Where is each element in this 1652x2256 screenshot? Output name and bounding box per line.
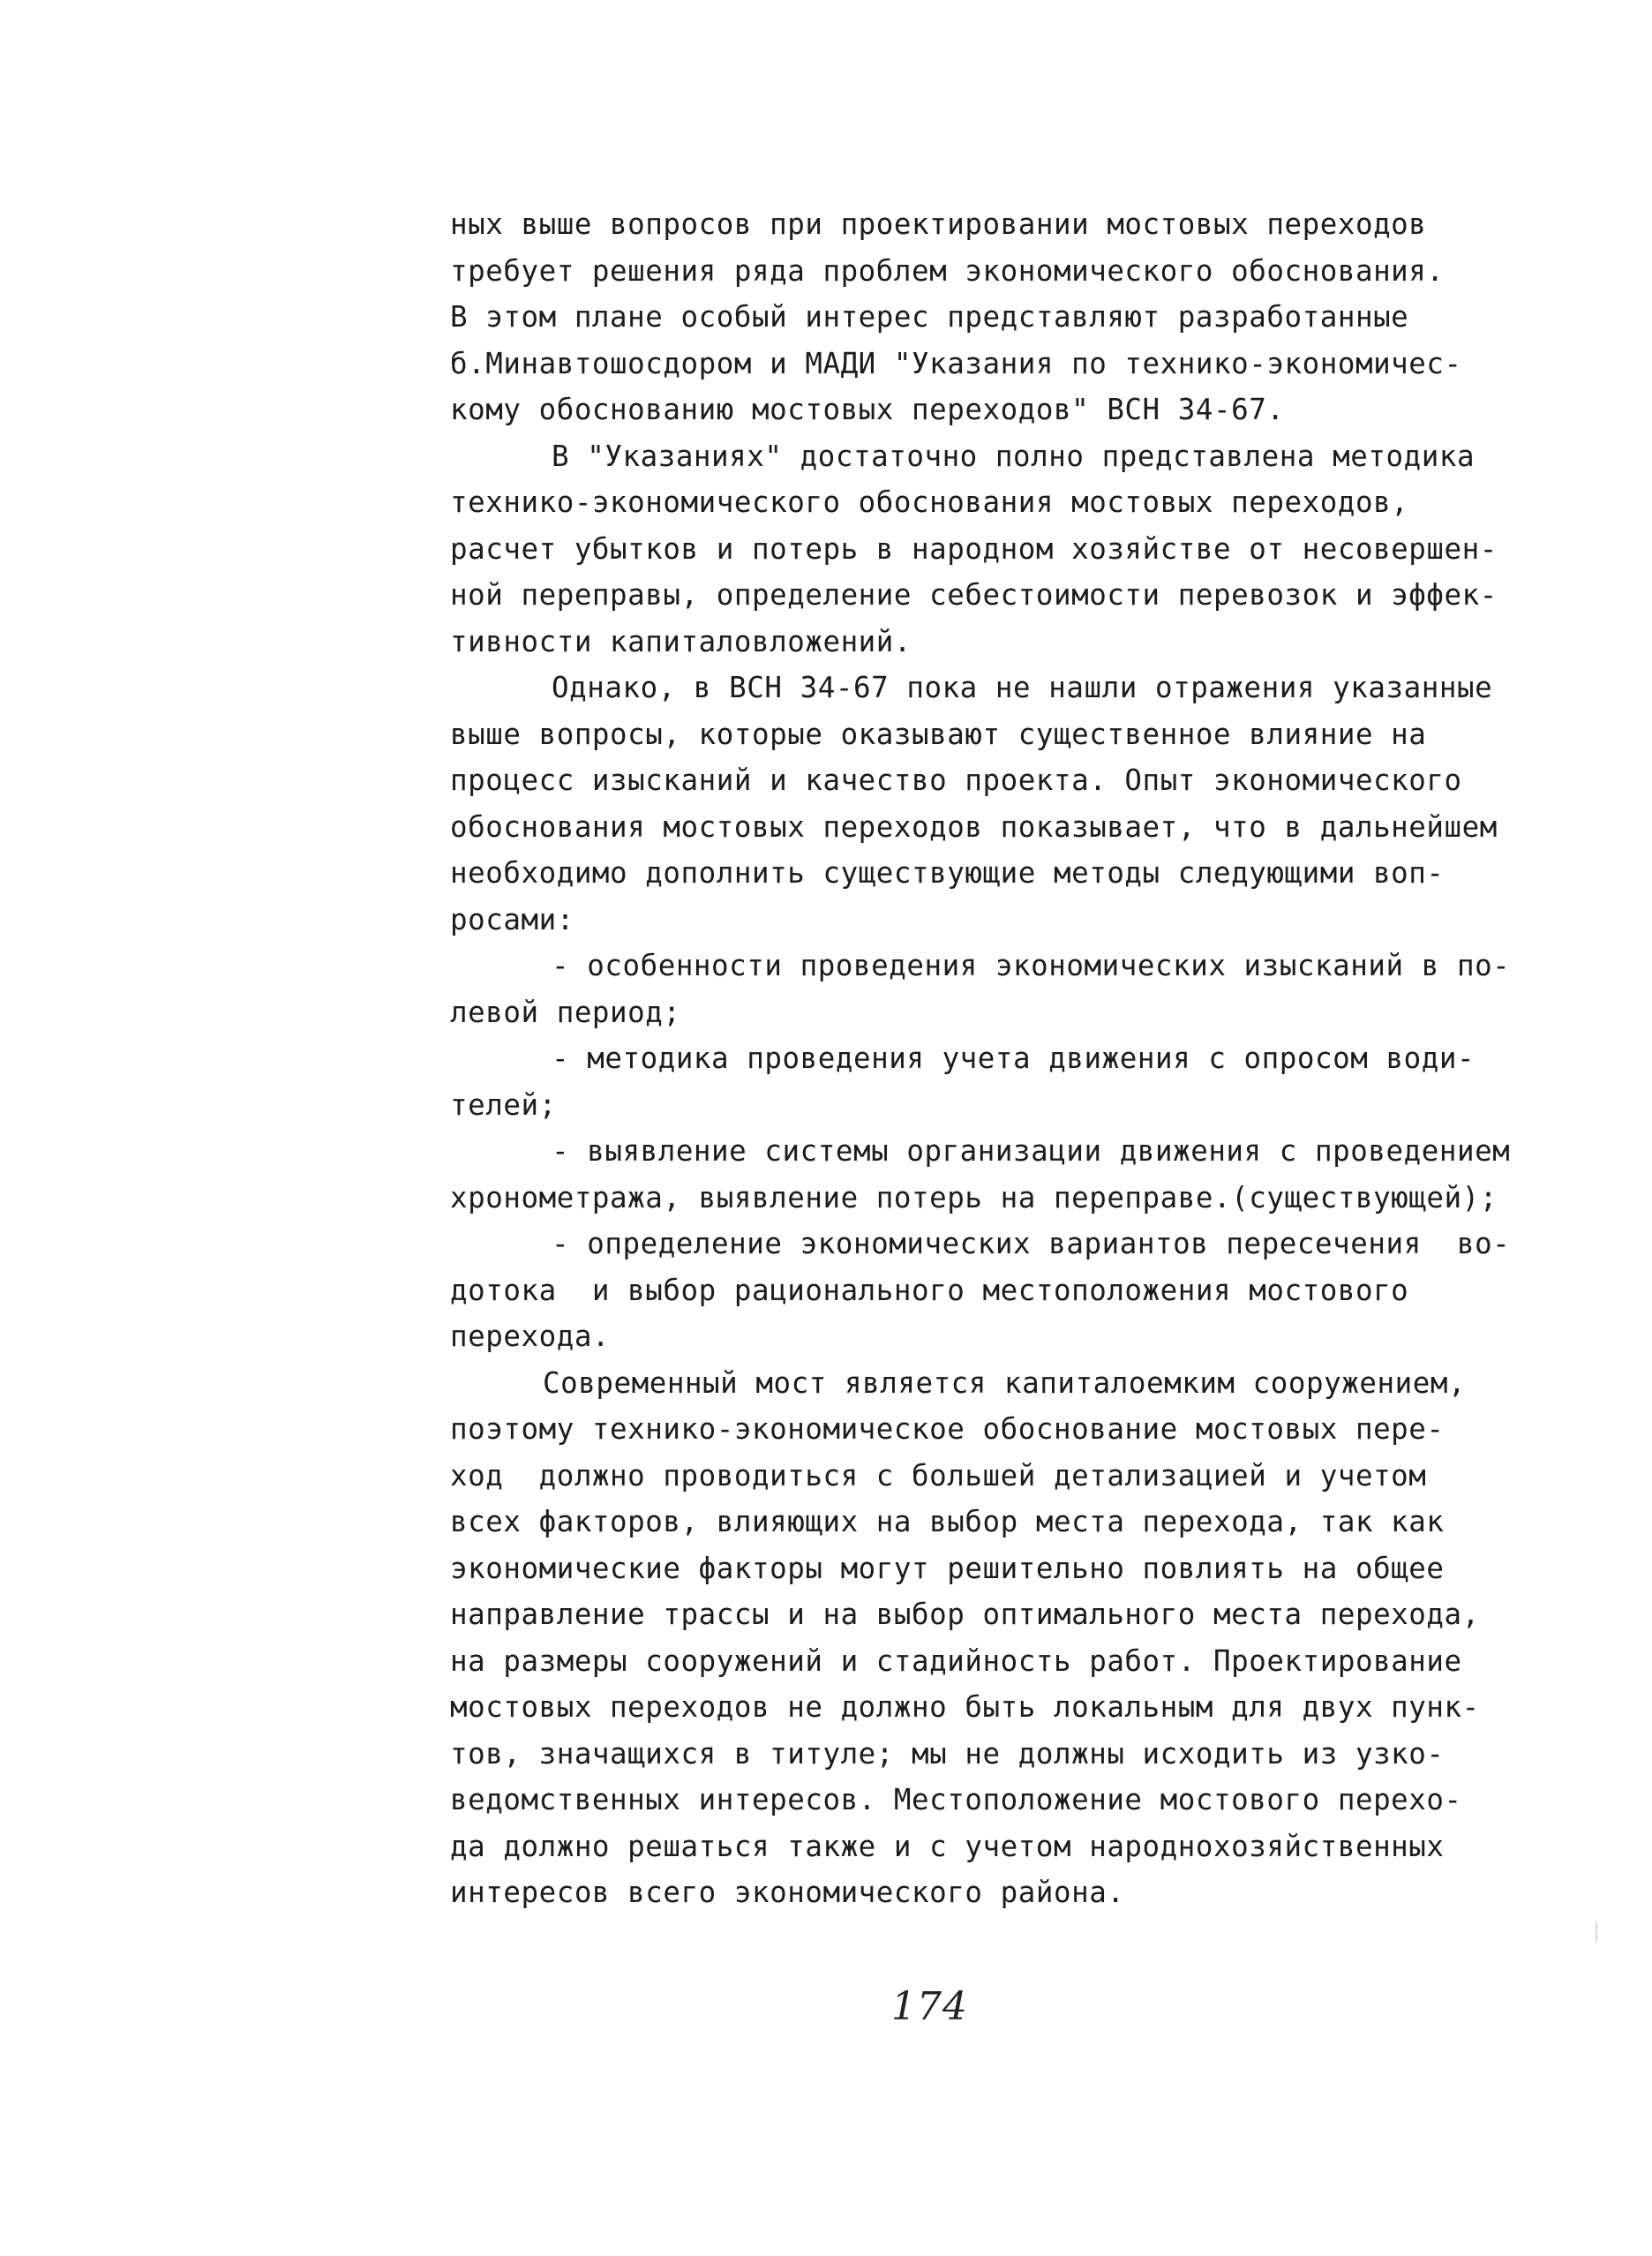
text-line: технико-экономического обоснования мостовых переходов,	[450, 485, 1409, 519]
list-item-line: - методика проведения учета движения с опросом води-	[552, 1042, 1476, 1075]
text-line: В "Указаниях" достаточно полно представлена методика	[552, 439, 1476, 473]
text-line: необходимо дополнить существующие методы следующими воп-	[450, 856, 1445, 890]
list-item-line: - особенности проведения экономических изысканий в по-	[552, 949, 1511, 982]
text-line: кому обоснованию мостовых переходов" ВСН 34-67.	[450, 393, 1285, 426]
text-line: интересов всего экономического района.	[450, 1876, 1125, 1909]
list-item-line: хронометража, выявление потерь на переправе.(существующей);	[450, 1180, 1498, 1214]
text-line: тивности капиталовложений.	[450, 624, 912, 658]
scan-edge-mark	[1596, 1922, 1597, 1942]
text-line: на размеры сооружений и стадийность работ. Проектирование	[450, 1643, 1462, 1678]
list-item-line: - выявление системы организации движения с проведением	[552, 1134, 1511, 1168]
list-item-line: перехода.	[450, 1320, 611, 1353]
page-number: 174	[891, 1984, 968, 2029]
text-line: мостовых переходов не должно быть локальным для двух пунк-	[450, 1690, 1480, 1724]
text-line: обоснования мостовых переходов показывает, что в дальнейшем	[450, 809, 1498, 844]
text-line: росами:	[450, 902, 574, 936]
text-line: тов, значащихся в титуле; мы не должны исходить из узко-	[450, 1736, 1445, 1771]
text-line: б.Минавтошосдором и МАДИ "Указания по технико-экономичес-	[450, 346, 1462, 380]
text-line: ведомственных интересов. Местоположение мостового перехо-	[450, 1783, 1462, 1816]
list-item-line: дотока и выбор рационального местоположения мостового	[450, 1273, 1409, 1307]
text-line: ход должно проводиться с большей детализацией и учетом	[450, 1458, 1427, 1493]
list-item-line: левой период;	[450, 995, 681, 1029]
text-line: поэтому технико-экономическое обоснование мостовых пере-	[450, 1412, 1445, 1446]
text-line: требует решения ряда проблем экономического обоснования.	[450, 253, 1445, 288]
text-line: да должно решаться также и с учетом народнохозяйственных	[450, 1829, 1445, 1863]
text-line: ных выше вопросов при проектировании мостовых переходов	[450, 207, 1427, 241]
text-line: процесс изысканий и качество проекта. Опыт экономического	[450, 763, 1462, 797]
text-line: Однако, в ВСН 34-67 пока не нашли отражения указанные	[552, 671, 1493, 704]
text-line: ной переправы, определение себестоимости перевозок и эффек-	[450, 578, 1498, 612]
list-item-line: - определение экономических вариантов пересечения во-	[552, 1227, 1511, 1260]
text-line: выше вопросы, которые оказывают существенное влияние на	[450, 717, 1427, 751]
body-text	[450, 201, 1597, 1916]
text-line: направление трассы и на выбор оптимального места перехода,	[450, 1598, 1480, 1631]
text-line: всех факторов, влияющих на выбор места перехода, так как	[450, 1505, 1445, 1538]
text-line: Современный мост является капиталоемким сооружением,	[543, 1365, 1467, 1400]
text-line: экономические факторы могут решительно повлиять на общее	[450, 1551, 1445, 1585]
text-line: расчет убытков и потерь в народном хозяйстве от несовершен-	[450, 531, 1498, 566]
list-item-line: телей;	[450, 1087, 557, 1122]
text-line: В этом плане особый интерес представляют разработанные	[450, 300, 1409, 334]
